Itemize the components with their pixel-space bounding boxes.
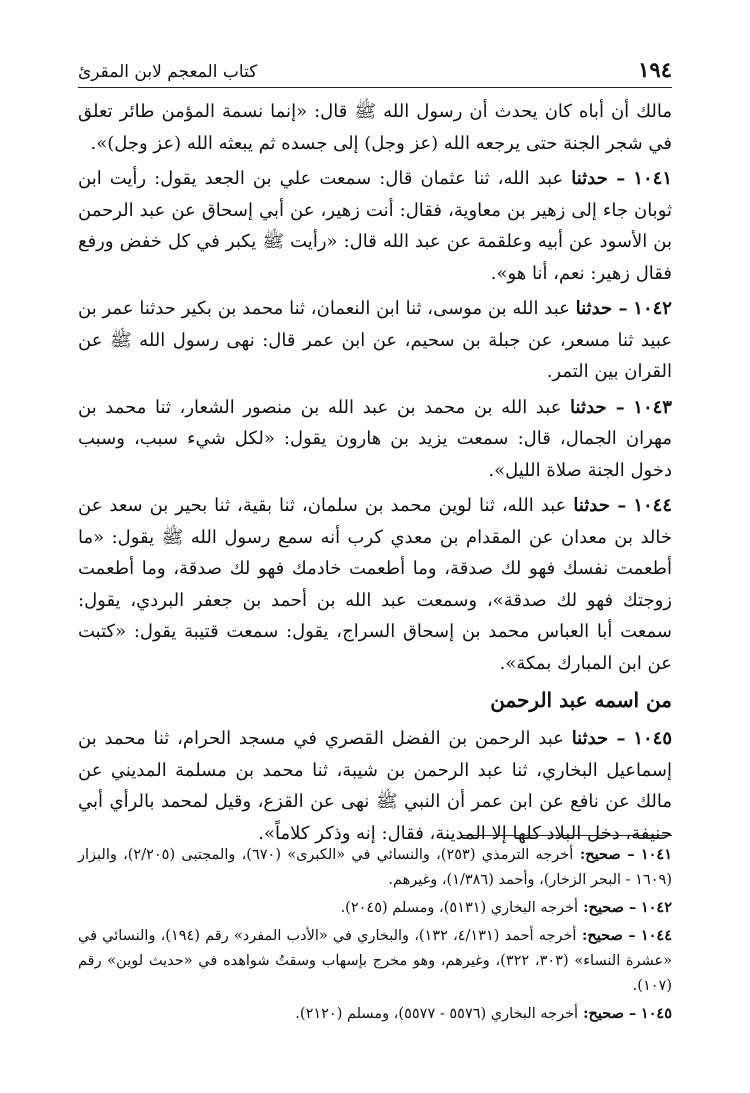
footnote-text: أخرجه الترمذي (٢٥٣)، والنسائي في «الكبرى» (٦٧٠)، والمجتبى (٢/٢٠٥)، والبزار (١٦٠٩ - البحر الزخار)، وأحمد (١/٣٨٦)، وغيرهم. (78, 847, 672, 888)
hadith-lead: حدثنا (573, 495, 610, 516)
hadith-paragraph (78, 163, 672, 289)
hadith-number: ١٠٤٣ (633, 396, 672, 418)
footnote-number: ١٠٤٥ (640, 1005, 672, 1022)
hadith-dash: – (607, 168, 626, 189)
hadith-number: ١٠٤٥ (633, 728, 672, 749)
footnote-grade: صحيح (588, 1005, 624, 1022)
hadith-dash: – (609, 495, 627, 516)
hadith-paragraph (78, 723, 672, 849)
hadith-lead: حدثنا (575, 298, 613, 319)
footnote-number: ١٠٤١ (640, 846, 672, 863)
hadith-paragraph (78, 392, 672, 487)
hadith-number: ١٠٤٢ (633, 298, 672, 319)
footnote-colon: : (578, 899, 589, 916)
running-title: كتاب المعجم لابن المقرئ (78, 62, 258, 82)
footnote-text: أخرجه البخاري (٥١٣١)، ومسلم (٢٠٤٥). (340, 900, 579, 916)
footnote-dash: – (622, 927, 636, 944)
paragraph-text: عبد الله، ثنا لوين محمد بن سلمان، ثنا بقية، ثنا بحير بن سعد عن خالد بن معدان عن المقدام بن معدي كرب أنه سمع رسول الله ﷺ يقول: «ما أطعمت نفسك فهو لك صدقة، وما أطعمت خادمك فهو لك صدقة، وما أطعمت زوجتك فهو لك صدقة»، وسمعت عبد الله بن أحمد بن جعفر البردي، يقول: سمعت أبا العباس محمد بن إسحاق السراج، يقول: سمعت قتيبة يقول: «كتبت عن ابن المبارك بمكة». (78, 495, 672, 674)
footnote (78, 1001, 672, 1027)
paragraph-text: عبد الله بن موسى، ثنا ابن النعمان، ثنا محمد بن بكير حدثنا عمر بن عبيد ثنا مسعر، عن جبلة بن سحيم، عن ابن عمر قال: نهى رسول الله ﷺ عن القران بين التمر. (78, 298, 672, 382)
paragraph-text: مالك أن أباه كان يحدث أن رسول الله ﷺ قال: «إنما نسمة المؤمن طائر تعلق في شجر الجنة حتى يرجعه الله (عز وجل) إلى جسده ثم يبعثه الله (عز وجل)». (78, 101, 672, 154)
hadith-lead: حدثنا (571, 728, 609, 749)
hadith-paragraph (78, 293, 672, 388)
hadith-dash: – (608, 728, 626, 749)
hadith-dash: – (612, 298, 628, 319)
footnote-colon: : (578, 1005, 589, 1022)
footnote (78, 842, 672, 893)
footnote-text: أخرجه البخاري (٥٥٧٦ - ٥٥٧٧)، ومسلم (٢١٢٠). (295, 1006, 579, 1022)
hadith-lead: حدثنا (570, 396, 607, 418)
footnote-grade: صحيح (585, 846, 621, 863)
footnote-divider (462, 835, 672, 836)
hadith-lead: حدثنا (571, 168, 608, 189)
hadith-number: ١٠٤١ (633, 168, 672, 189)
footnote-text: أخرجه أحمد (٤/١٣١، ١٣٢)، والبخاري في «الأدب المفرد» رقم (١٩٤)، والنسائي في «عشرة النساء» (٣٠٣، ٣٢٢)، وغيرهم، وهو مخرج بإسهاب وسقتُ شواهده في «حديث لوين» رقم (١٠٧). (78, 928, 672, 994)
footnote-grade: صحيح (587, 927, 623, 944)
paragraph-text: عبد الرحمن بن الفضل القصري في مسجد الحرام، ثنا محمد بن إسماعيل البخاري، ثنا عبد الرحمن بن شيبة، ثنا محمد بن مسلمة المديني عن مالك عن نافع عن ابن عمر أن النبي ﷺ نهى عن القزع، وقيل لمحمد بالرأي أبي حنيفة، دخل البلاد كلها إلا المدينة، فقال: إنه وذكر كلاماً». (78, 728, 672, 844)
hadith-number: ١٠٤٤ (633, 495, 672, 516)
footnote-dash: – (623, 1005, 637, 1022)
footnote-colon: : (576, 927, 588, 944)
hadith-paragraph (78, 96, 672, 159)
footnote-colon: : (573, 846, 586, 863)
main-text (78, 96, 672, 853)
section-heading: من اسمه عبد الرحمن (490, 688, 672, 712)
page-number: ١٩٤ (638, 57, 672, 82)
footnote (78, 923, 672, 999)
footnote-dash: – (623, 899, 637, 916)
header-divider (78, 87, 672, 88)
hadith-dash: – (606, 396, 625, 418)
footnotes (78, 842, 672, 1029)
footnote-number: ١٠٤٢ (640, 899, 672, 916)
paragraph-text: عبد الله بن محمد بن عبد الله بن منصور الشعار، ثنا محمد بن مهران الجمال، قال: سمعت يزيد بن هارون يقول: «لكل شيء سبب، وسبب دخول الجنة صلاة الليل». (78, 396, 672, 481)
paragraph-text: عبد الله، ثنا عثمان قال: سمعت علي بن الجعد يقول: رأيت ابن ثوبان جاء إلى زهير بن معاوية، فقال: أنت زهير، عن أبي إسحاق عن عبد الرحمن بن الأسود عن أبيه وعلقمة عن عبد الله قال: «رأيت ﷺ يكبر في كل خفض ورفع فقال زهير: نعم، أنا هو». (78, 168, 672, 284)
footnote-dash: – (620, 846, 635, 863)
footnote-grade: صحيح (588, 899, 624, 916)
footnote (78, 895, 672, 921)
hadith-paragraph (78, 490, 672, 679)
page-header (78, 50, 672, 82)
footnote-number: ١٠٤٤ (640, 927, 672, 944)
